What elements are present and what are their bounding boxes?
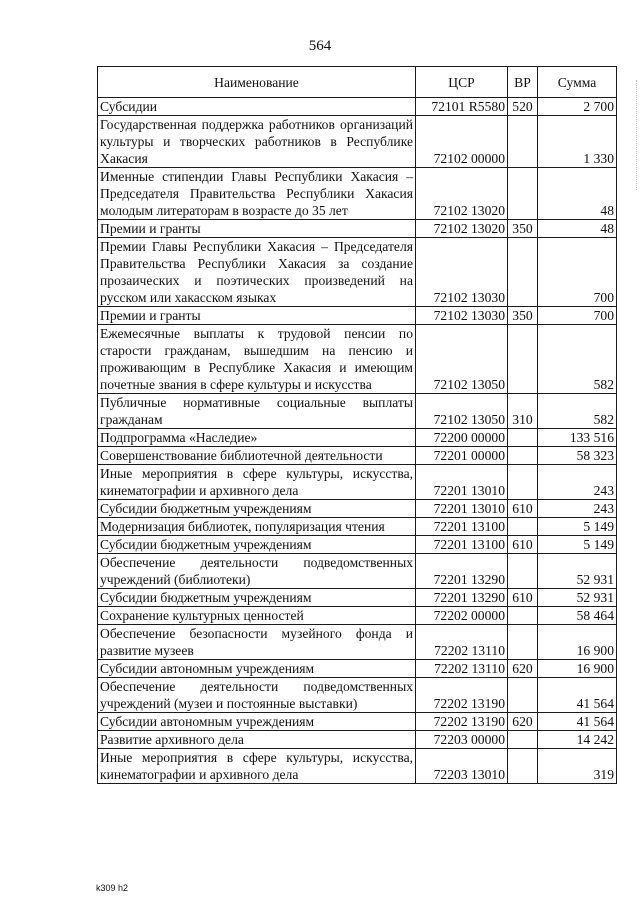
cell-vr — [508, 518, 538, 536]
cell-name: Субсидии бюджетным учреждениям — [98, 589, 416, 607]
cell-name: Иные мероприятия в сфере культуры, искусства, кинематографии и архивного дела — [98, 465, 416, 500]
cell-csr: 72102 13020 — [416, 220, 508, 238]
cell-name: Подпрограмма «Наследие» — [98, 429, 416, 447]
table-row — [98, 168, 617, 220]
cell-vr: 520 — [508, 98, 538, 116]
table-row — [98, 589, 617, 607]
cell-sum: 582 — [538, 325, 617, 394]
cell-name: Обеспечение безопасности музейного фонда и развитие музеев — [98, 625, 416, 660]
table-row — [98, 220, 617, 238]
table-row — [98, 325, 617, 394]
cell-vr — [508, 678, 538, 713]
footer-code: k309 h2 — [96, 883, 129, 893]
cell-csr: 72102 13050 — [416, 394, 508, 429]
cell-sum: 14 242 — [538, 731, 617, 749]
table-row — [98, 429, 617, 447]
cell-name: Совершенствование библиотечной деятельности — [98, 447, 416, 465]
table-row — [98, 678, 617, 713]
cell-sum: 5 149 — [538, 518, 617, 536]
cell-sum: 133 516 — [538, 429, 617, 447]
cell-csr: 72203 00000 — [416, 731, 508, 749]
cell-vr — [508, 465, 538, 500]
table-row — [98, 660, 617, 678]
cell-name: Обеспечение деятельности подведомственных учреждений (библиотеки) — [98, 554, 416, 589]
cell-sum: 41 564 — [538, 713, 617, 731]
table-row — [98, 749, 617, 784]
table-row — [98, 238, 617, 307]
table-row — [98, 731, 617, 749]
cell-name: Государственная поддержка работников организаций культуры и творческих работников в Республике Хакасия — [98, 116, 416, 168]
cell-csr: 72201 00000 — [416, 447, 508, 465]
cell-sum: 48 — [538, 220, 617, 238]
cell-name: Публичные нормативные социальные выплаты гражданам — [98, 394, 416, 429]
margin-scan-mark — [634, 80, 637, 190]
cell-sum: 48 — [538, 168, 617, 220]
table-row — [98, 307, 617, 325]
cell-name: Субсидии — [98, 98, 416, 116]
cell-csr: 72202 00000 — [416, 607, 508, 625]
header-sum: Сумма — [538, 67, 617, 98]
cell-name: Премии и гранты — [98, 307, 416, 325]
cell-vr: 620 — [508, 660, 538, 678]
cell-csr: 72201 13100 — [416, 536, 508, 554]
page-number: 564 — [308, 38, 332, 54]
cell-name: Модернизация библиотек, популяризация чтения — [98, 518, 416, 536]
cell-name: Премии и гранты — [98, 220, 416, 238]
cell-name: Премии Главы Республики Хакасия – Председателя Правительства Республики Хакасия за создание прозаических и поэтических произведений на русском или хакасском языках — [98, 238, 416, 307]
cell-vr — [508, 447, 538, 465]
cell-sum: 41 564 — [538, 678, 617, 713]
cell-csr: 72102 13030 — [416, 238, 508, 307]
cell-vr: 350 — [508, 220, 538, 238]
cell-sum: 243 — [538, 500, 617, 518]
table-row — [98, 394, 617, 429]
cell-vr — [508, 168, 538, 220]
header-csr: ЦСР — [416, 67, 508, 98]
table-row — [98, 500, 617, 518]
cell-sum: 5 149 — [538, 536, 617, 554]
cell-vr: 610 — [508, 589, 538, 607]
cell-csr: 72102 13050 — [416, 325, 508, 394]
cell-csr: 72202 13190 — [416, 678, 508, 713]
cell-csr: 72201 13290 — [416, 589, 508, 607]
table-row — [98, 518, 617, 536]
cell-vr — [508, 429, 538, 447]
table-row — [98, 625, 617, 660]
cell-name: Субсидии автономным учреждениям — [98, 713, 416, 731]
cell-vr — [508, 731, 538, 749]
cell-vr — [508, 554, 538, 589]
cell-csr: 72203 13010 — [416, 749, 508, 784]
cell-csr: 72202 13190 — [416, 713, 508, 731]
cell-csr: 72102 00000 — [416, 116, 508, 168]
table-body — [98, 98, 617, 784]
cell-csr: 72201 13010 — [416, 465, 508, 500]
cell-name: Субсидии автономным учреждениям — [98, 660, 416, 678]
cell-sum: 52 931 — [538, 589, 617, 607]
cell-vr: 610 — [508, 500, 538, 518]
cell-sum: 16 900 — [538, 625, 617, 660]
cell-sum: 52 931 — [538, 554, 617, 589]
cell-vr — [508, 607, 538, 625]
cell-csr: 72201 13290 — [416, 554, 508, 589]
table-row — [98, 607, 617, 625]
table-row — [98, 116, 617, 168]
table-header-row — [98, 67, 617, 98]
table-row — [98, 554, 617, 589]
cell-vr: 620 — [508, 713, 538, 731]
cell-name: Субсидии бюджетным учреждениям — [98, 536, 416, 554]
table-row — [98, 713, 617, 731]
cell-vr — [508, 238, 538, 307]
cell-name: Обеспечение деятельности подведомственных учреждений (музеи и постоянные выставки) — [98, 678, 416, 713]
table-row — [98, 447, 617, 465]
cell-sum: 2 700 — [538, 98, 617, 116]
cell-sum: 1 330 — [538, 116, 617, 168]
cell-csr: 72201 13010 — [416, 500, 508, 518]
cell-vr: 350 — [508, 307, 538, 325]
cell-csr: 72102 13030 — [416, 307, 508, 325]
header-vr: ВР — [508, 67, 538, 98]
cell-csr: 72201 13100 — [416, 518, 508, 536]
cell-sum: 58 464 — [538, 607, 617, 625]
cell-name: Субсидии бюджетным учреждениям — [98, 500, 416, 518]
cell-name: Развитие архивного дела — [98, 731, 416, 749]
cell-name: Иные мероприятия в сфере культуры, искусства, кинематографии и архивного дела — [98, 749, 416, 784]
cell-sum: 700 — [538, 307, 617, 325]
cell-vr: 610 — [508, 536, 538, 554]
table-row — [98, 98, 617, 116]
cell-sum: 319 — [538, 749, 617, 784]
cell-vr — [508, 116, 538, 168]
cell-sum: 582 — [538, 394, 617, 429]
table-row — [98, 465, 617, 500]
cell-csr: 72101 R5580 — [416, 98, 508, 116]
cell-csr: 72102 13020 — [416, 168, 508, 220]
cell-sum: 243 — [538, 465, 617, 500]
header-name: Наименование — [98, 67, 416, 98]
cell-vr — [508, 749, 538, 784]
cell-csr: 72202 13110 — [416, 625, 508, 660]
cell-sum: 58 323 — [538, 447, 617, 465]
cell-name: Сохранение культурных ценностей — [98, 607, 416, 625]
table-row — [98, 536, 617, 554]
cell-vr — [508, 325, 538, 394]
cell-sum: 700 — [538, 238, 617, 307]
cell-vr: 310 — [508, 394, 538, 429]
cell-name: Ежемесячные выплаты к трудовой пенсии по старости гражданам, вышедшим на пенсию и проживающим в Республике Хакасия и имеющим почетные звания в сфере культуры и искусства — [98, 325, 416, 394]
cell-name: Именные стипендии Главы Республики Хакасия – Председателя Правительства Республики Хакасия молодым литераторам в возрасте до 35 лет — [98, 168, 416, 220]
cell-csr: 72200 00000 — [416, 429, 508, 447]
cell-sum: 16 900 — [538, 660, 617, 678]
budget-table — [97, 66, 617, 784]
cell-csr: 72202 13110 — [416, 660, 508, 678]
cell-vr — [508, 625, 538, 660]
